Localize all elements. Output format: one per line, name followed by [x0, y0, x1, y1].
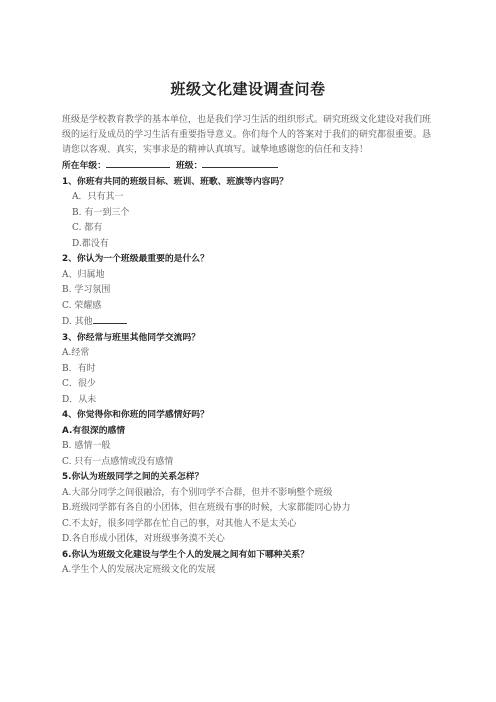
q2-option-c[interactable]: C. 荣耀感 [62, 300, 102, 311]
questionnaire-page [62, 78, 434, 579]
question-2: 2、你认为一个班级最重要的是什么？ [62, 254, 209, 264]
info-fields [62, 158, 434, 175]
q5-option-b[interactable]: B.班级同学都有各自的小团体，但在班级有事的时候，大家都能同心协力 [62, 503, 351, 513]
grade-blank[interactable] [106, 158, 170, 168]
question-4: 4、你觉得你和你班的同学感情好吗？ [62, 410, 209, 420]
q2-option-d[interactable] [62, 314, 434, 331]
class-label: 班级： [176, 161, 203, 171]
q2-option-d-label: D. 其他 [62, 317, 93, 327]
grade-label: 所在年级： [62, 161, 106, 171]
q3-option-a[interactable]: A.经常 [62, 348, 90, 358]
q4-option-b[interactable]: B. 感情一般 [62, 441, 111, 451]
q1-option-d[interactable]: D.都没有 [72, 238, 109, 249]
q2-other-blank[interactable] [93, 314, 127, 324]
q4-option-c[interactable]: C. 只有一点感情或没有感情 [62, 456, 174, 467]
question-1: 1、你班有共同的班级目标、班训、班歌、班旗等内容吗？ [62, 176, 289, 187]
q5-option-d[interactable]: D.各自形成小团体，对班级事务漠不关心 [62, 534, 225, 544]
question-5: 5.你认为班级同学之间的关系怎样？ [62, 472, 204, 482]
question-3: 3、你经常与班里其他同学交流吗？ [62, 332, 201, 343]
q4-option-a[interactable]: A.有很深的感情 [62, 425, 126, 436]
class-blank[interactable] [202, 158, 278, 168]
q1-option-a[interactable]: A．只有其一 [72, 192, 124, 202]
q2-option-a[interactable]: A、归属地 [62, 269, 105, 280]
q3-option-c[interactable]: C．很少 [62, 379, 96, 389]
q3-option-b[interactable]: B．有时 [62, 363, 96, 374]
q5-option-a[interactable]: A.大部分同学之间很融洽，有个别同学不合群，但并不影响整个班级 [62, 487, 333, 498]
q1-option-b[interactable]: B. 有一到三个 [72, 207, 130, 218]
page-title: 班级文化建设调查问卷 [170, 80, 326, 98]
q6-option-a[interactable]: A.学生个人的发展决定班级文化的发展 [62, 565, 216, 575]
q3-option-d[interactable]: D．从未 [62, 394, 97, 405]
q1-option-c[interactable]: C. 都有 [72, 223, 103, 233]
question-6: 6.你认为班级文化建设与学生个人的发展之间有如下哪种关系？ [62, 549, 309, 560]
q2-option-b[interactable]: B. 学习氛围 [62, 285, 111, 295]
intro-paragraph: 班级是学校教育教学的基本单位，也是我们学习生活的组织形式。研究班级文化建设对我们班级的运行及成员的学习生活有重要指导意义。你们每个人的答案对于我们的研究都很重要。恳请您以客观、真实，实事求是的精神认真填写。诚挚地感谢您的信任和支持！ [62, 115, 432, 155]
q5-option-c[interactable]: C.不太好，很多同学都在忙自己的事，对其他人不是太关心 [62, 518, 297, 529]
